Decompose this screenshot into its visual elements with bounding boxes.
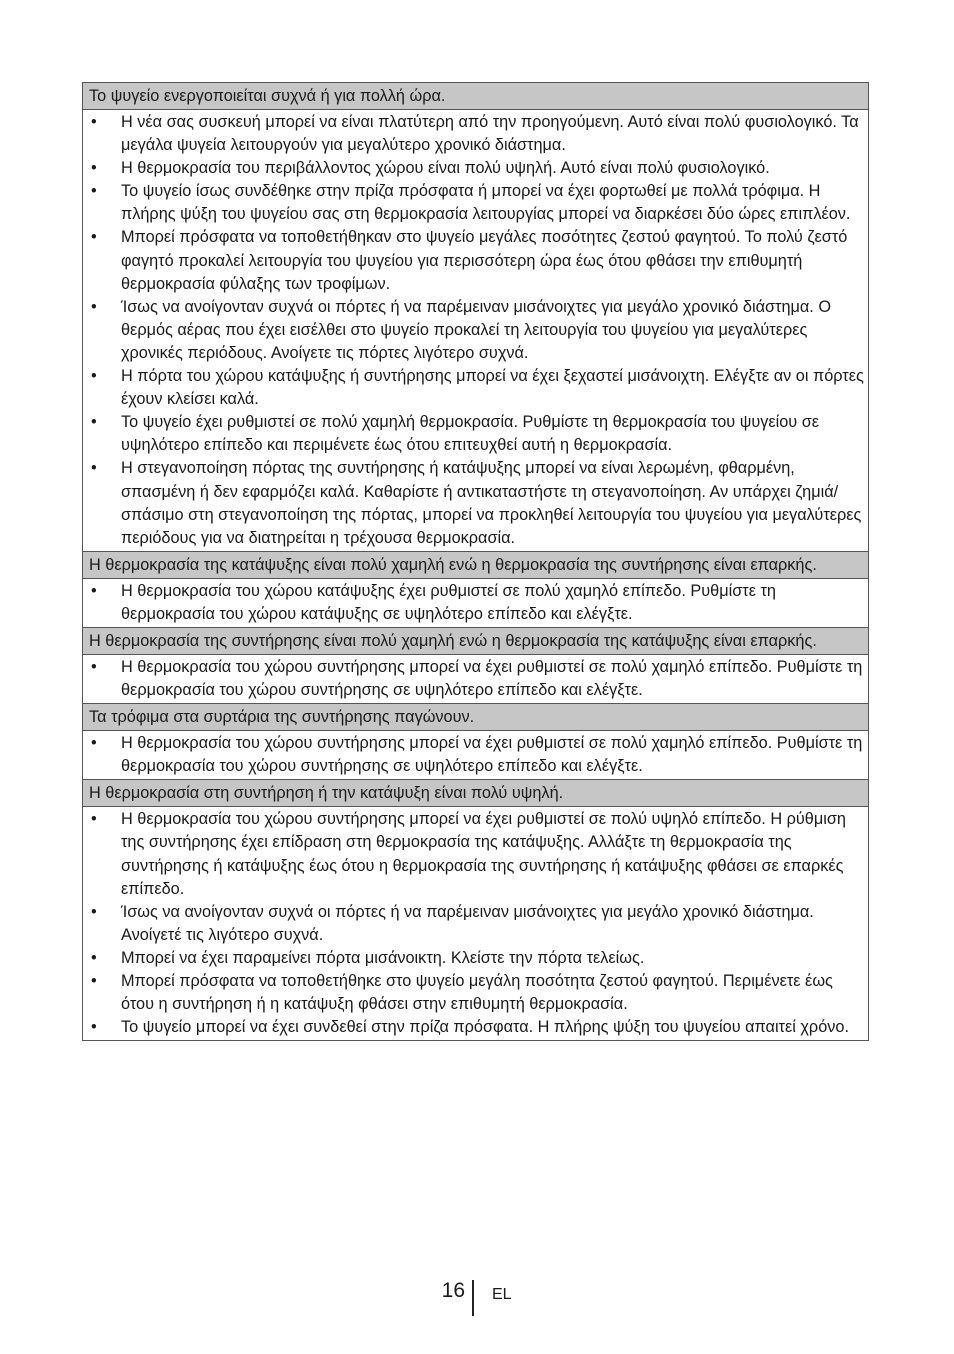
bullet-icon: • [91,182,97,201]
bullet-icon: • [91,734,97,753]
section-body [83,110,868,552]
list-item [89,1016,864,1039]
bullet-icon: • [91,413,97,432]
bullet-icon: • [91,367,97,386]
list-item-text: Η στεγανοποίηση πόρτας της συντήρησης ή κατάψυξης μπορεί να είναι λερωμένη, φθαρμένη, σπασμένη ή δεν εφαρμόζει καλά. Καθαρίστε ή αντικαταστήστε τη στεγανοποίηση. Αν υπάρχει ζημιά/ σπάσιμο στη στεγανοποίηση της πόρτας, μπορεί να προκληθεί λειτουργία του ψυγείου για μεγαλύτερες περιόδους για να διατηρείται η τρέχουσα θερμοκρασία. [121,459,862,547]
bullet-icon: • [91,113,97,131]
bullet-icon: • [91,948,97,967]
list-item [89,365,864,411]
list-item [89,656,864,702]
bullet-icon: • [91,1018,97,1037]
list-item-text: Η θερμοκρασία του χώρου συντήρησης μπορεί να έχει ρυθμιστεί σε πολύ χαμηλό επίπεδο. Ρυθμίστε τη θερμοκρασία του χώρου συντήρησης σε υψηλότερο επίπεδο και ελέγξτε. [121,657,863,700]
list-item [89,808,864,900]
bullet-list [89,656,864,702]
list-item-text: Η πόρτα του χώρου κατάψυξης ή συντήρησης μπορεί να έχει ξεχαστεί μισάνοιχτη. Ελέγξτε αν οι πόρτες έχουν κλείσει καλά. [121,367,864,409]
footer-divider [472,1280,474,1316]
list-item [89,732,864,778]
list-item [89,901,864,947]
bullet-icon: • [91,810,97,829]
section-header: Η θερμοκρασία της κατάψυξης είναι πολύ χαμηλή ενώ η θερμοκρασία της συντήρησης είναι επαρκής. [83,552,868,579]
list-item-text: Ίσως να ανοίγονταν συχνά οι πόρτες ή να παρέμειναν μισάνοιχτες για μεγάλο χρονικό διάστημα. Ανοίγετέ τις λιγότερο συχνά. [121,902,814,944]
list-item [89,947,864,970]
list-item-text: Η θερμοκρασία του χώρου συντήρησης μπορεί να έχει ρυθμιστεί σε πολύ υψηλό επίπεδο. Η ρύθμιση της συντήρησης έχει επίδραση στη θερμοκρασία της κατάψυξης. Αλλάξτε τη θερμοκρασία της συντήρησης ή κατάψυξης έως ότου η θερμοκρασία της συντήρησης ή κατάψυξης φθάσει σε επαρκές επίπεδο. [121,810,846,898]
section-body [83,579,868,628]
list-item [89,180,864,226]
list-item-text: Μπορεί πρόσφατα να τοποθετήθηκε στο ψυγείο μεγάλη ποσότητα ζεστού φαγητού. Περιμένετε έως ότου η συντήρηση ή η κατάψυξη φθάσει στην επιθυμητή θερμοκρασία. [121,972,833,1014]
section-body [83,655,868,704]
list-item [89,457,864,549]
section-body [83,807,868,1041]
bullet-icon: • [91,159,97,178]
bullet-list [89,808,864,1039]
list-item [89,226,864,295]
list-item-text: Μπορεί πρόσφατα να τοποθετήθηκαν στο ψυγείο μεγάλες ποσότητες ζεστού φαγητού. Το πολύ ζεστό φαγητό προκαλεί λειτουργία του ψυγείου για περισσότερη ώρα έως ότου φθάσει την επιθυμητή θερμοκρασία φύλαξης των τροφίμων. [121,228,848,293]
section-body [83,731,868,780]
page-footer [0,1276,954,1316]
list-item-text: Η θερμοκρασία του χώρου συντήρησης μπορεί να έχει ρυθμιστεί σε πολύ χαμηλό επίπεδο. Ρυθμίστε τη θερμοκρασία του χώρου συντήρησης σε υψηλότερο επίπεδο και ελέγξτε. [121,734,863,776]
language-code: EL [492,1286,512,1303]
section-header: Το ψυγείο ενεργοποιείται συχνά ή για πολλή ώρα. [83,83,868,110]
bullet-icon: • [91,581,97,600]
bullet-list [89,580,864,626]
bullet-icon: • [91,972,97,990]
list-item-text: Το ψυγείο ίσως συνδέθηκε στην πρίζα πρόσφατα ή μπορεί να έχει φορτωθεί με πολλά τρόφιμα. Η πλήρης ψύξη του ψυγείου σας στη θερμοκρασία λειτουργίας μπορεί να διαρκέσει δύο ώρες επιπλέον. [121,182,851,224]
troubleshooting-table [82,82,869,1041]
bullet-icon: • [91,228,97,247]
list-item [89,111,864,157]
list-item-text: Η θερμοκρασία του χώρου κατάψυξης έχει ρυθμιστεί σε πολύ χαμηλό επίπεδο. Ρυθμίστε τη θερμοκρασία του χώρου κατάψυξης σε υψηλότερο επίπεδο και ελέγξτε. [121,581,776,623]
bullet-icon: • [91,902,97,921]
section-header: Η θερμοκρασία της συντήρησης είναι πολύ χαμηλή ενώ η θερμοκρασία της κατάψυξης είναι επαρκής. [83,628,868,655]
list-item-text: Το ψυγείο έχει ρυθμιστεί σε πολύ χαμηλή θερμοκρασία. Ρυθμίστε τη θερμοκρασία του ψυγείου σε υψηλότερο επίπεδο και περιμένετε έως ότου επιτευχθεί αυτή η θερμοκρασία. [121,413,820,455]
list-item [89,970,864,1016]
list-item-text: Η θερμοκρασία του περιβάλλοντος χώρου είναι πολύ υψηλή. Αυτό είναι πολύ φυσιολογικό. [121,159,770,178]
page-number: 16 [441,1279,465,1302]
section-header: Τα τρόφιμα στα συρτάρια της συντήρησης παγώνουν. [83,704,868,731]
bullet-icon: • [91,297,97,316]
list-item-text: Η νέα σας συσκευή μπορεί να είναι πλατύτερη από την προηγούμενη. Αυτό είναι πολύ φυσιολογικό. Τα μεγάλα ψυγεία λειτουργούν για μεγαλύτερο χρονικό διάστημα. [121,113,859,155]
bullet-icon: • [91,657,97,676]
section-header: Η θερμοκρασία στη συντήρηση ή την κατάψυξη είναι πολύ υψηλή. [83,780,868,807]
list-item [89,411,864,457]
list-item-text: Μπορεί να έχει παραμείνει πόρτα μισάνοικτη. Κλείστε την πόρτα τελείως. [121,948,645,967]
list-item-text: Το ψυγείο μπορεί να έχει συνδεθεί στην πρίζα πρόσφατα. Η πλήρης ψύξη του ψυγείου απαιτεί χρόνο. [121,1018,849,1037]
list-item [89,157,864,180]
bullet-icon: • [91,459,97,478]
list-item [89,580,864,626]
list-item [89,296,864,365]
bullet-list [89,732,864,778]
bullet-list [89,111,864,550]
list-item-text: Ίσως να ανοίγονταν συχνά οι πόρτες ή να παρέμειναν μισάνοιχτες για μεγάλο χρονικό διάστημα. Ο θερμός αέρας που έχει εισέλθει στο ψυγείο προκαλεί τη λειτουργία του ψυγείου για μεγαλύτερες χρονικές περιόδους. Ανοίγετε τις πόρτες λιγότερο συχνά. [121,297,832,362]
